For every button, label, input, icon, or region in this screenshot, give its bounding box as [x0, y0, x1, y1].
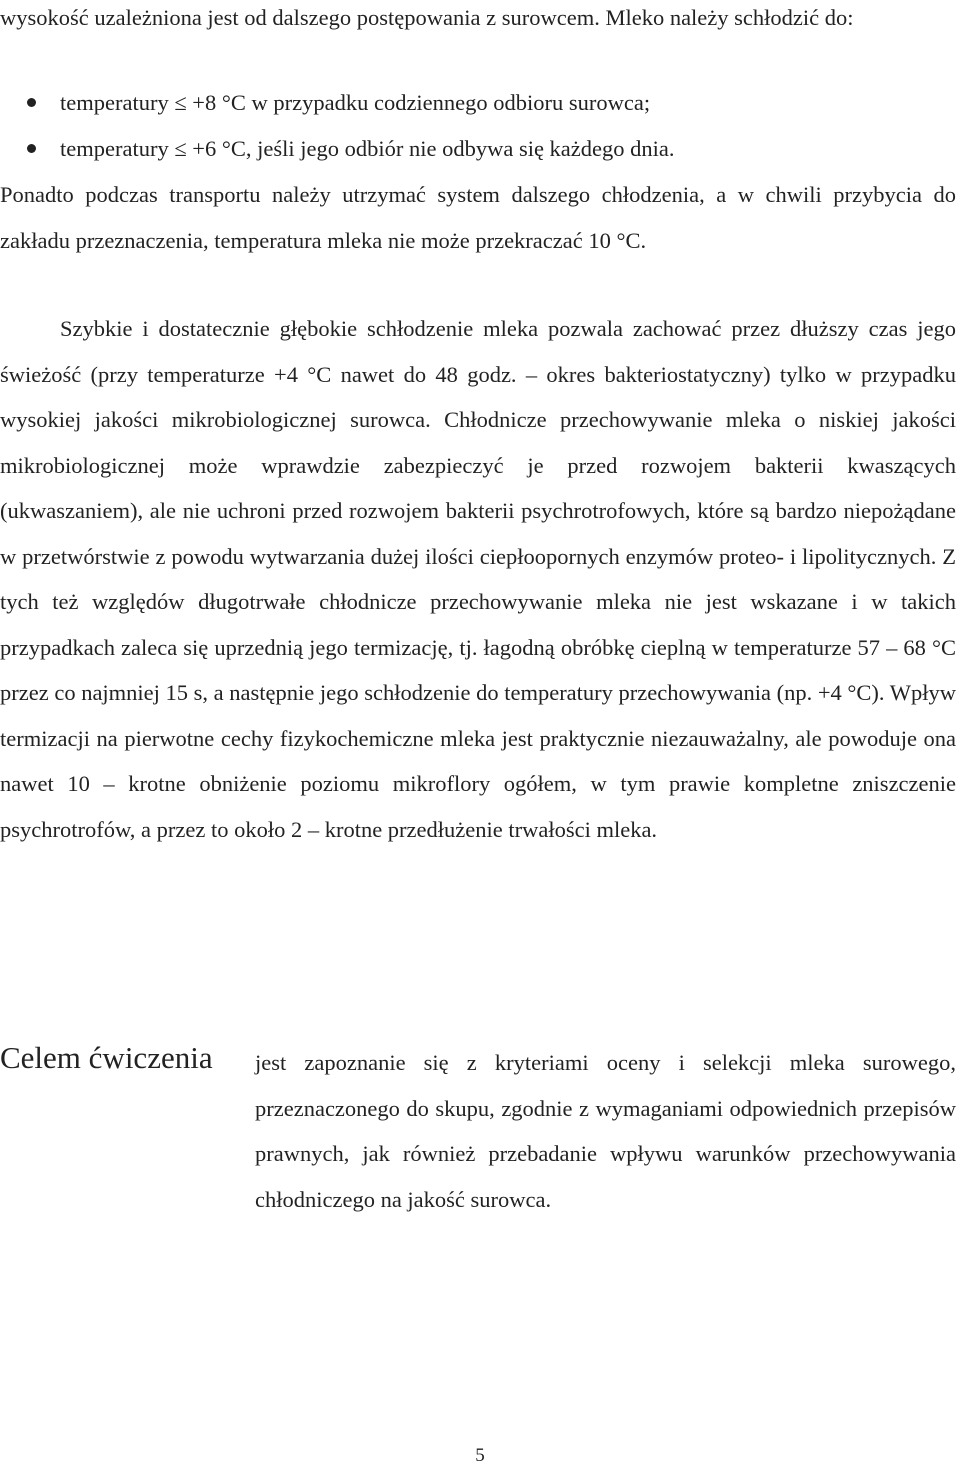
aim-text: jest zapoznanie się z kryteriami oceny i selekcji mleka surowego, przeznaczonego do skupu, zgodnie z wymaganiami odpowiednich przepisów prawnych, jak również przebadanie wpływu warunków przechowywania chłodniczego na jakość surowca.	[255, 1050, 956, 1212]
bullet-icon	[27, 144, 36, 153]
aim-heading: Celem ćwiczenia	[0, 1040, 213, 1075]
temperature-bullet-list	[0, 80, 956, 172]
bullet-icon	[27, 98, 36, 107]
cooling-paragraph: Szybkie i dostatecznie głębokie schłodzenie mleka pozwala zachować przez dłuższy czas jego świeżość (przy temperaturze +4 °C nawet do 48 godz. – okres bakteriostatyczny) tylko w przypadku wysokiej jakości mikrobiologicznej surowca. Chłodnicze przechowywanie mleka o niskiej jakości mikrobiologicznej może wprawdzie zabezpieczyć je przed rozwojem bakterii kwaszących (ukwaszaniem), ale nie uchroni przed rozwojem bakterii psychrotrofowych, które są bardzo niepożądane w przetwórstwie z powodu wytwarzania dużej ilości ciepłoopornych enzymów proteo- i lipolitycznych. Z tych też względów długotrwałe chłodnicze przechowywanie mleka nie jest wskazane i w takich przypadkach zaleca się uprzednią jego termizację, tj. łagodną obróbkę cieplną w temperaturze 57 – 68 °C przez co najmniej 15 s, a następnie jego schłodzenie do temperatury przechowywania (np. +4 °C). Wpływ termizacji na pierwotne cechy fizykochemiczne mleka jest praktycznie niezauważalny, ale powoduje ona nawet 10 – krotne obniżenie poziomu mikroflory ogółem, w tym prawie kompletne zniszczenie psychrotrofów, a przez to około 2 – krotne przedłużenie trwałości mleka.	[0, 316, 956, 842]
page-number: 5	[475, 1445, 485, 1466]
list-item	[0, 80, 956, 126]
list-item	[0, 126, 956, 172]
transport-paragraph: Ponadto podczas transportu należy utrzymać system dalszego chłodzenia, a w chwili przybycia do zakładu przeznaczenia, temperatura mleka nie może przekraczać 10 °C.	[0, 182, 956, 253]
list-item-text: temperatury ≤ +8 °C w przypadku codziennego odbioru surowca;	[60, 90, 651, 115]
list-item-text: temperatury ≤ +6 °C, jeśli jego odbiór nie odbywa się każdego dnia.	[60, 136, 675, 161]
intro-paragraph: wysokość uzależniona jest od dalszego postępowania z surowcem. Mleko należy schłodzić do:	[0, 5, 854, 30]
